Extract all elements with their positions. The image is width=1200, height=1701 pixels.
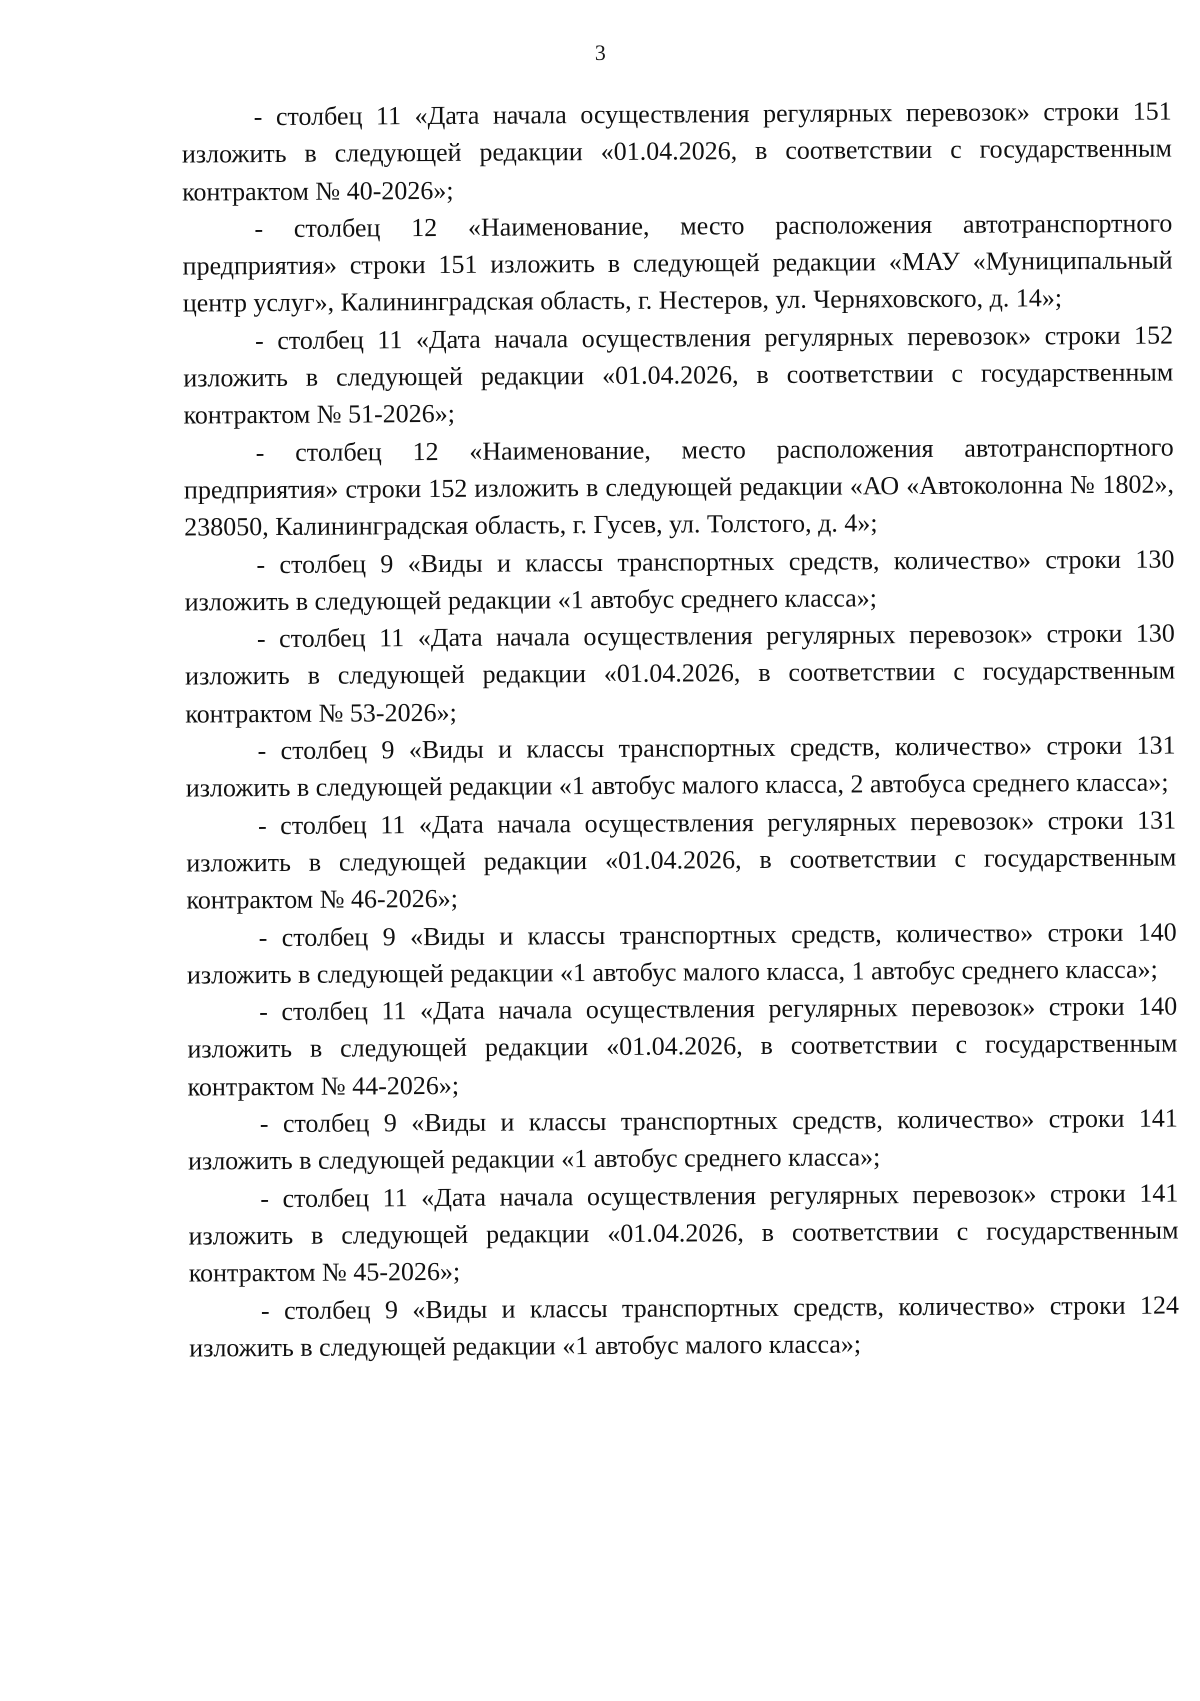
amendment-paragraph: - столбец 12 «Наименование, место расположения автотранспортного предприятия» строки 151 изложить в следующей редакции «МАУ «Муниципальный центр услуг», Калининградская область, г. Нестеров, ул. Черняховского, д. 14»; [182, 208, 1173, 319]
amendment-paragraph: - столбец 9 «Виды и классы транспортных средств, количество» строки 140 изложить в следующей редакции «1 автобус малого класса, 1 автобус среднего класса»; [186, 917, 1177, 990]
amendment-paragraph: - столбец 12 «Наименование, место расположения автотранспортного предприятия» строки 152 изложить в следующей редакции «АО «Автоколонна № 1802», 238050, Калининградская область, г. Гусев, ул. Толстого, д. 4»; [183, 432, 1175, 542]
amendment-paragraph: - столбец 9 «Виды и классы транспортных средств, количество» строки 130 изложить в следующей редакции «1 автобус среднего класса»; [184, 544, 1175, 617]
amendment-paragraph: - столбец 11 «Дата начала осуществления регулярных перевозок» строки 130 изложить в следующей редакции «01.04.2026, в соответствии с государственным контрактом № 53-2026»; [185, 618, 1176, 729]
amendment-paragraph: - столбец 11 «Дата начала осуществления регулярных перевозок» строки 131 изложить в следующей редакции «01.04.2026, в соответствии с государственным контрактом № 46-2026»; [186, 805, 1177, 915]
document-body [182, 93, 1180, 1367]
amendment-paragraph: - столбец 11 «Дата начала осуществления регулярных перевозок» строки 140 изложить в следующей редакции «01.04.2026, в соответствии с государственным контрактом № 44-2026»; [187, 991, 1178, 1102]
amendment-paragraph: - столбец 9 «Виды и классы транспортных средств, количество» строки 141 изложить в следующей редакции «1 автобус среднего класса»; [187, 1103, 1178, 1176]
amendment-paragraph: - столбец 9 «Виды и классы транспортных средств, количество» строки 124 изложить в следующей редакции «1 автобус малого класса»; [189, 1289, 1180, 1363]
amendment-paragraph: - столбец 11 «Дата начала осуществления регулярных перевозок» строки 151 изложить в следующей редакции «01.04.2026, в соответствии с государственным контрактом № 40-2026»; [181, 96, 1173, 207]
amendment-paragraph: - столбец 9 «Виды и классы транспортных средств, количество» строки 131 изложить в следующей редакции «1 автобус малого класса, 2 автобуса среднего класса»; [185, 730, 1176, 803]
page-number: 3 [594, 39, 606, 66]
amendment-paragraph: - столбец 11 «Дата начала осуществления регулярных перевозок» строки 152 изложить в следующей редакции «01.04.2026, в соответствии с государственным контрактом № 51-2026»; [183, 320, 1174, 430]
amendment-paragraph: - столбец 11 «Дата начала осуществления регулярных перевозок» строки 141 изложить в следующей редакции «01.04.2026, в соответствии с государственным контрактом № 45-2026»; [188, 1178, 1179, 1288]
